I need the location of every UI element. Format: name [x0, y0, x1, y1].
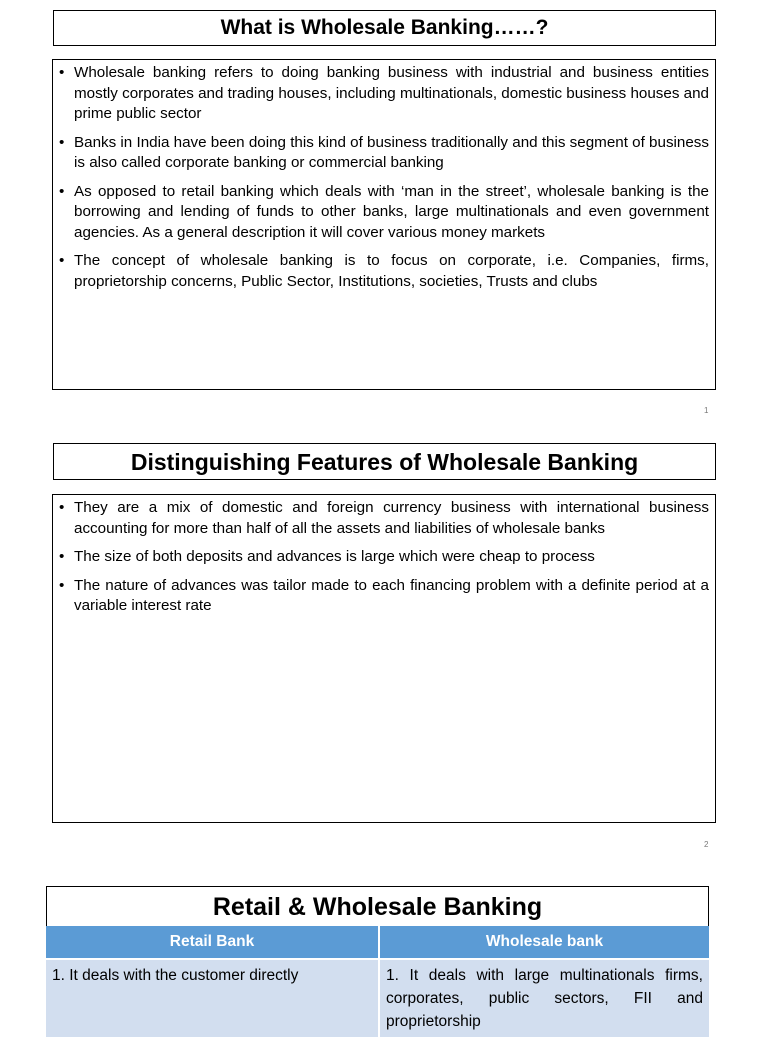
- table-header-retail: Retail Bank: [46, 926, 379, 959]
- table-header-row: [46, 926, 709, 959]
- table-cell-wholesale: 1. It deals with large multinationals firms, corporates, public sectors, FII and proprietorship: [379, 959, 709, 1037]
- slide2-content-box: [52, 494, 716, 823]
- slide3-title: Retail & Wholesale Banking: [212, 893, 543, 921]
- slide2-bullet: • The nature of advances was tailor made to each financing problem with a definite period at a variable interest rate: [59, 576, 709, 617]
- slide3-title-box: [46, 886, 709, 926]
- slide1-bullet: • As opposed to retail banking which deals with ‘man in the street’, wholesale banking is the borrowing and lending of funds to other banks, large multinationals and even government agencies. As a general description it will cover various money markets: [59, 182, 709, 244]
- slide2-bullet: • The size of both deposits and advances is large which were cheap to process: [59, 547, 709, 568]
- slide1-title: What is Wholesale Banking……?: [220, 16, 549, 39]
- slide2-bullet: • They are a mix of domestic and foreign currency business with international business accounting for more than half of all the assets and liabilities of wholesale banks: [59, 498, 709, 539]
- table-header-wholesale: Wholesale bank: [379, 926, 709, 959]
- slide2-page-number: 2: [704, 840, 709, 849]
- retail-wholesale-table: [46, 926, 709, 1037]
- slide1-bullet-list: [59, 63, 709, 292]
- slide2-title-box: [53, 443, 716, 480]
- slide1-page-number: 1: [704, 406, 709, 415]
- slide1-bullet: • Wholesale banking refers to doing banking business with industrial and business entities mostly corporates and trading houses, including multinationals, domestic business houses and prime public sector: [59, 63, 709, 125]
- slide1-bullet: • Banks in India have been doing this kind of business traditionally and this segment of business is also called corporate banking or commercial banking: [59, 133, 709, 174]
- slide2-title: Distinguishing Features of Wholesale Banking: [130, 449, 639, 475]
- table-row: [46, 959, 709, 1037]
- slide2-bullet-list: [59, 498, 709, 617]
- slide1-content-box: [52, 59, 716, 390]
- slide1-bullet: • The concept of wholesale banking is to focus on corporate, i.e. Companies, firms, proprietorship concerns, Public Sector, Institutions, societies, Trusts and clubs: [59, 251, 709, 292]
- slide1-title-box: [53, 10, 716, 46]
- table-cell-retail: 1. It deals with the customer directly: [46, 959, 379, 1037]
